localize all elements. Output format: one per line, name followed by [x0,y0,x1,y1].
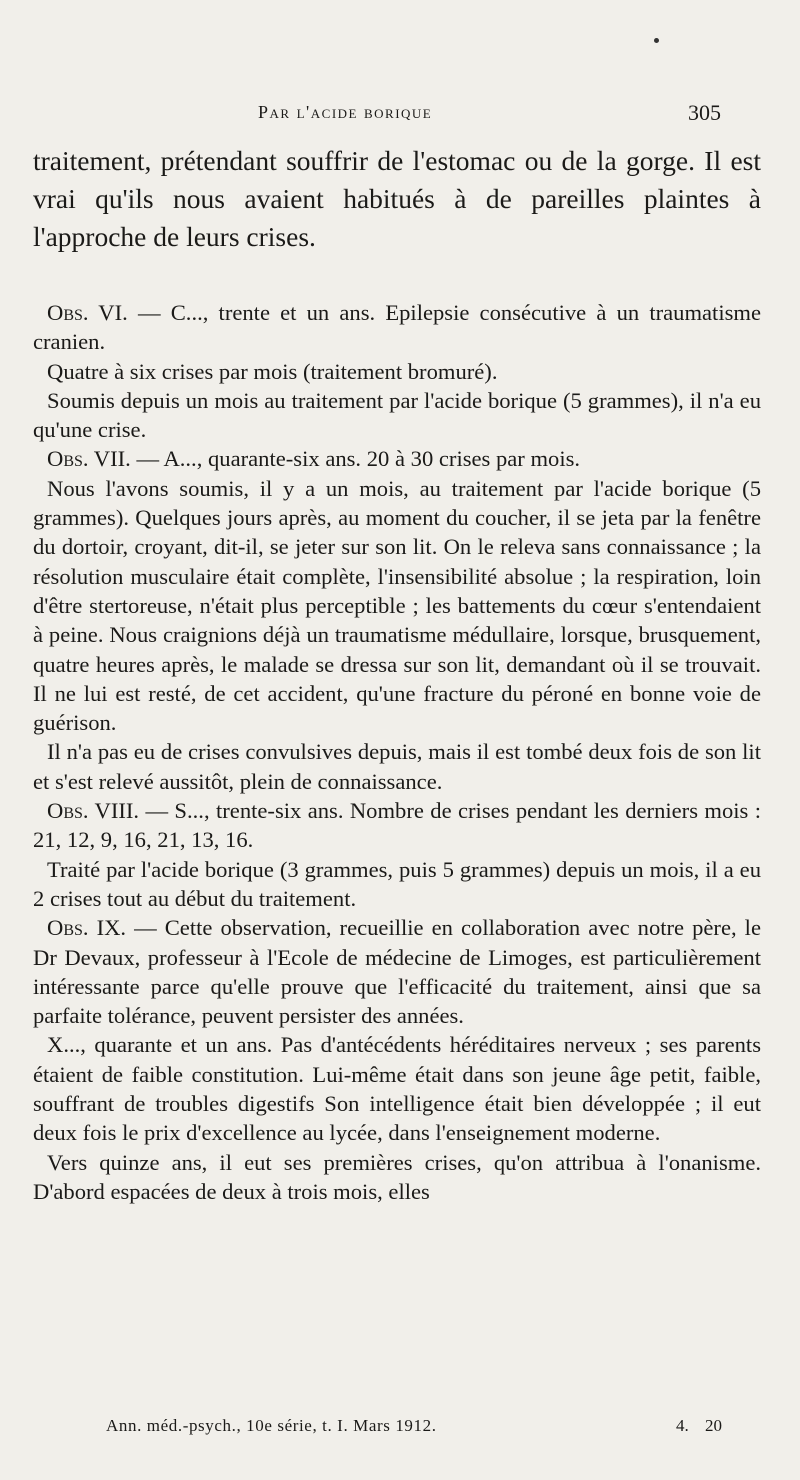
paragraph-text: Vers quinze ans, il eut ses premières crises, qu'on attribua à l'onanisme. D'abord espacées de deux à trois mois, elles [33,1149,761,1204]
obs-label: Obs. VII. [47,446,131,472]
paragraph [33,357,761,386]
paragraph-text: Nous l'avons soumis, il y a un mois, au traitement par l'acide borique (5 grammes). Quelques jours après, au moment du coucher, il se jeta par la fenêtre du dortoir, croyant, dit-il, se jeter sur son lit. On le releva sans connaissance ; la résolution musculaire était complète, l'insensibilité absolue ; la respiration, loin d'être stertoreuse, n'était plus perceptible ; les battements du cœur s'entendaient à peine. Nous craignions déjà un traumatisme médullaire, lorsque, brusquement, quatre heures après, le malade se dressa sur son lit, demandant où il se trouvait. Il ne lui est resté, de cet accident, qu'une fracture du péroné en bonne voie de guérison. [33,475,761,736]
obs-label: Obs. IX. [47,915,127,941]
body-text [33,142,761,1206]
page-footer [0,1416,800,1442]
paragraph [33,855,761,914]
paragraph-text: — C..., trente et un ans. Epilepsie consécutive à un traumatisme cranien. [33,300,762,355]
running-title: Par l'acide borique [258,102,433,122]
paragraph [33,386,761,445]
page-number: 305 [688,100,721,125]
obs-label: Obs. VI. [47,300,128,325]
paragraph-text: Quatre à six crises par mois (traitement bromuré). [47,358,498,384]
obs-label: Obs. VIII. [47,798,140,824]
signature-mark: 4. [676,1416,689,1435]
paragraph-text: — A..., quarante-six ans. 20 à 30 crises par mois. [130,446,581,472]
paragraph-text: Soumis depuis un mois au traitement par l'acide borique (5 grammes), il n'a eu qu'une crise. [33,387,761,443]
sheet-number: 20 [705,1416,722,1435]
paragraph-text: Il n'a pas eu de crises convulsives depuis, mais il est tombé deux fois de son lit et s'est relevé aussitôt, plein de connaissance. [33,739,761,794]
intro-paragraph: traitement, prétendant souffrir de l'estomac ou de la gorge. Il est vrai qu'ils nous avaient habitués à de pareilles plaintes à l'approche de leurs crises. [33,145,761,252]
paragraph-obs-8 [33,796,761,855]
ink-speck [654,38,659,43]
observations-section [33,298,761,1206]
paragraph [33,1030,761,1147]
paragraph-text: X..., quarante et un ans. Pas d'antécédents héréditaires nerveux ; ses parents étaient de faible constitution. Lui-même était dans son jeune âge petit, faible, souffrant de troubles digestifs Son intelligence était bien développée ; il eut deux fois le prix d'excellence au lycée, dans l'enseignement moderne. [33,1032,761,1146]
paragraph-obs-7 [33,444,761,473]
paragraph-text: Traité par l'acide borique (3 grammes, puis 5 grammes) depuis un mois, il a eu 2 crises tout au début du traitement. [33,856,761,911]
paragraph [33,737,761,796]
paragraph-obs-9 [33,913,761,1030]
paragraph [33,1148,761,1207]
paragraph-text: — Cette observation, recueillie en collaboration avec notre père, le Dr Devaux, professeur à l'Ecole de médecine de Limoges, est particulièrement intéressante parce qu'elle prouve que l'efficacité du traitement, ainsi que sa parfaite tolérance, peuvent persister des années. [33,915,761,1029]
intro-section [33,142,761,256]
journal-reference: Ann. méd.-psych., 10e série, t. I. Mars 1912. [106,1416,437,1435]
paragraph [33,474,761,738]
running-header [0,102,800,128]
paragraph-obs-6 [33,298,761,357]
paragraph-text: — S..., trente-six ans. Nombre de crises pendant les derniers mois : 21, 12, 9, 16, 21, 13, 16. [33,798,761,853]
